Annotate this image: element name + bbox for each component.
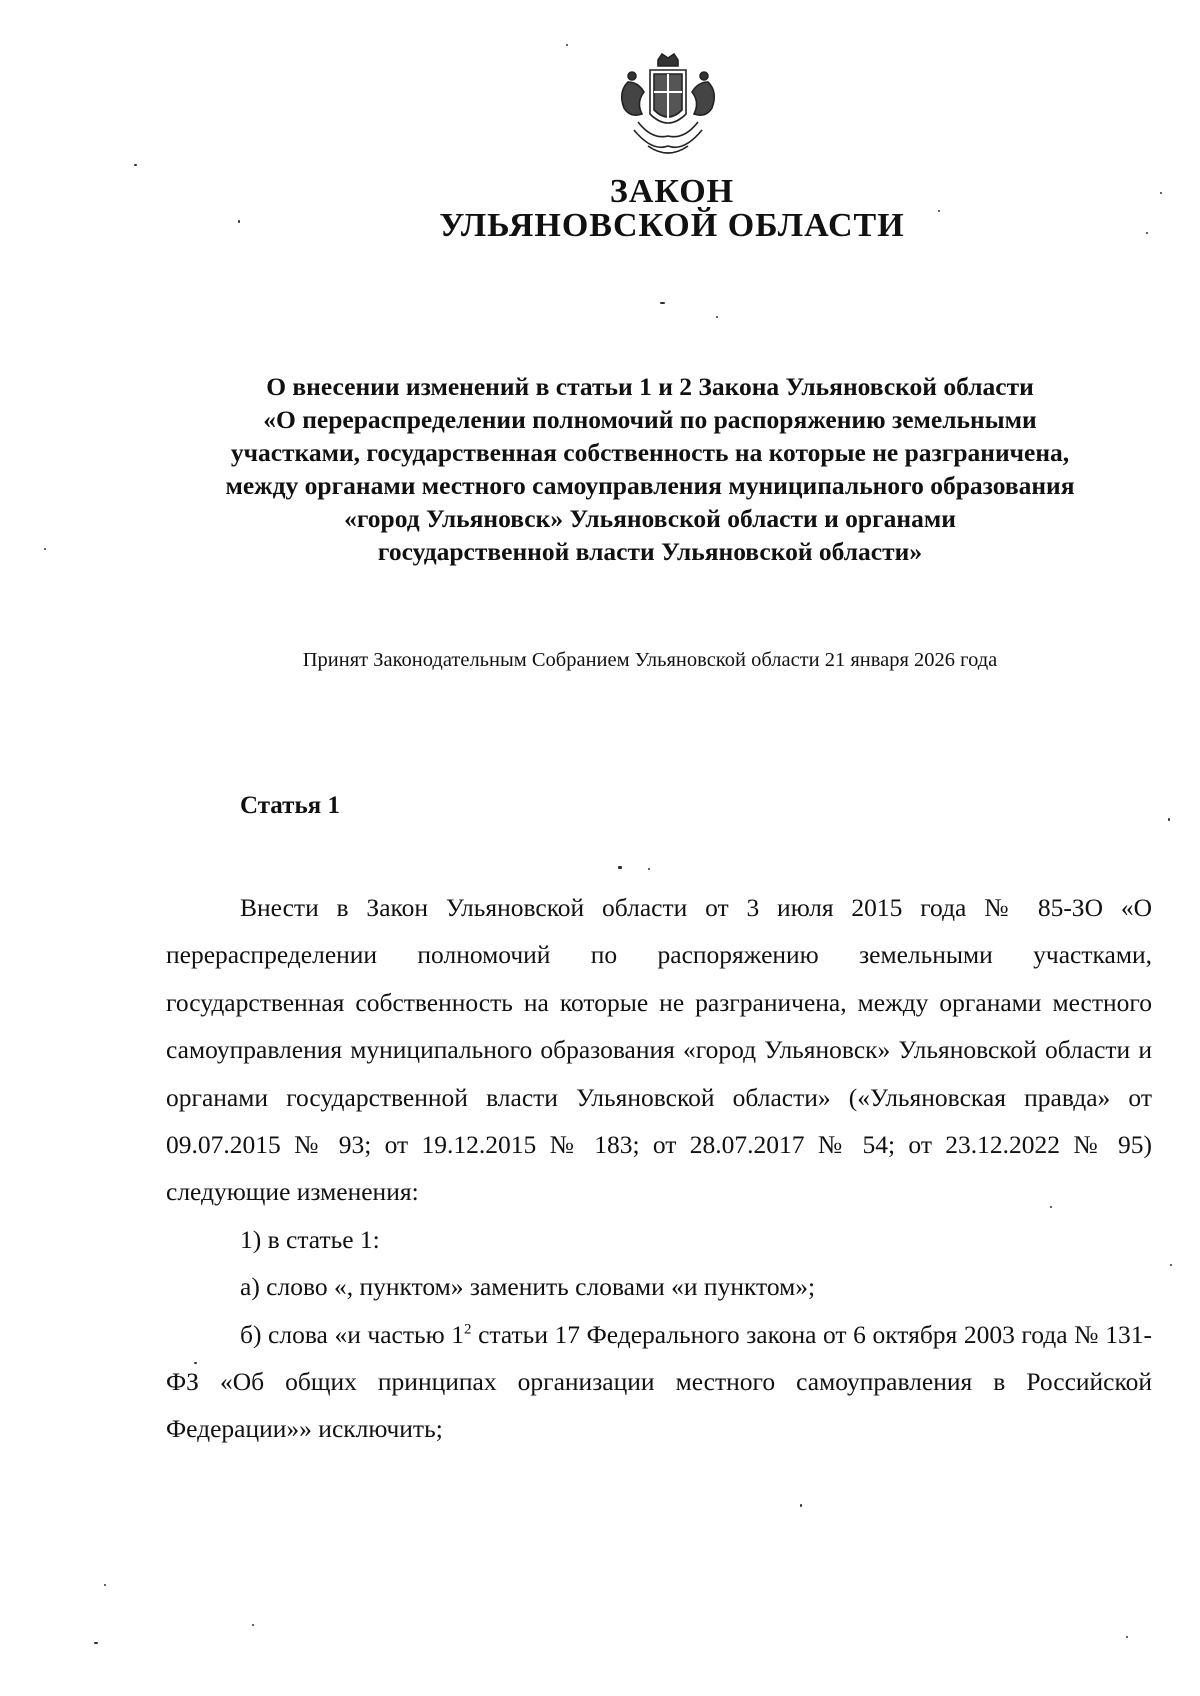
scan-speck	[566, 44, 568, 46]
scan-speck	[252, 1624, 254, 1626]
article-intro-paragraph: Внести в Закон Ульяновской области от 3 июля 2015 года № 85-ЗО «О перераспределении полномочий по распоряжению земельными участками, государственная собственность на которые не разграничена, между органами местного самоуправления муниципального образования «город Ульяновск» Ульяновской области и органами государственной власти Ульяновской области» («Ульяновская правда» от 09.07.2015 № 93; от 19.12.2015 № 183; от 28.07.2017 № 54; от 23.12.2022 № 95) следующие изменения:	[166, 893, 1152, 1207]
item-b-text-end: статьи 17 Федерального закона от 6 октября 2003 года № 131-ФЗ «Об общих принципах организации местного самоуправления в Российской Федерации»» исключить;	[166, 1319, 1152, 1444]
item-b-superscript: 2	[464, 1321, 472, 1338]
scan-speck	[238, 220, 240, 223]
subject-line: «город Ульяновск» Ульяновской области и органами	[344, 504, 956, 533]
scan-speck	[104, 1584, 106, 1586]
scan-speck	[1160, 192, 1162, 194]
scan-speck	[1126, 1636, 1128, 1638]
scan-speck	[938, 210, 940, 212]
scan-speck	[134, 164, 137, 166]
scan-speck	[648, 868, 650, 870]
coat-of-arms-emblem	[608, 52, 728, 160]
law-title-line-2: УЛЬЯНОВСКОЙ ОБЛАСТИ	[439, 207, 905, 244]
law-title-line-1: ЗАКОН	[609, 173, 735, 210]
scan-speck	[716, 316, 718, 318]
scan-speck	[660, 302, 665, 304]
law-subject	[150, 370, 1150, 568]
item-b-text-start: б) слова «и частью 1	[240, 1319, 465, 1349]
scan-speck	[800, 1504, 802, 1507]
scan-speck	[1170, 1264, 1172, 1266]
scan-speck	[1168, 818, 1170, 821]
scan-speck	[194, 1362, 197, 1364]
subject-line: государственной власти Ульяновской области»	[377, 537, 923, 566]
subject-line: участками, государственная собственность на которые не разграничена,	[230, 438, 1070, 467]
article-body	[166, 884, 1152, 1453]
article-item-a: а) слово «, пунктом» заменить словами «и пунктом»;	[240, 1272, 816, 1302]
scan-speck	[1146, 232, 1148, 234]
scan-speck	[618, 866, 622, 869]
subject-line: О внесении изменений в статьи 1 и 2 Закона Ульяновской области	[266, 372, 1034, 401]
subject-line: между органами местного самоуправления муниципального образования	[225, 471, 1075, 500]
article-item-b	[166, 1311, 1152, 1453]
scan-speck	[94, 1642, 98, 1644]
subject-line: «О перераспределении полномочий по распоряжению земельными	[263, 405, 1037, 434]
adoption-statement: Принят Законодательным Собранием Ульяновской области 21 января 2026 года	[302, 649, 998, 671]
article-item-1: 1) в статье 1:	[240, 1224, 380, 1254]
article-heading: Статья 1	[240, 792, 340, 819]
scan-speck	[1050, 1206, 1052, 1208]
scan-speck	[44, 548, 46, 550]
